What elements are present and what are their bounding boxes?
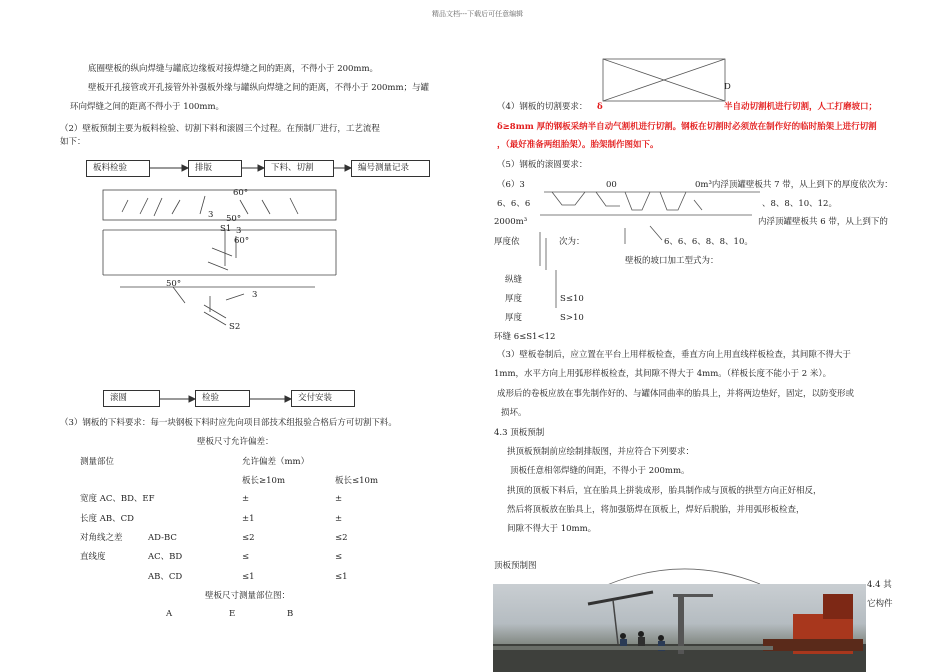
label-thickness-2: 厚度 [505, 313, 523, 323]
paragraph-roof-5: 间隙不得大于 10mm。 [507, 524, 597, 534]
paragraph-thickness-g: 内浮顶罐壁板共 6 带，从上到下的 [758, 217, 888, 227]
figure-label-a: A [166, 609, 173, 619]
paragraph-roof-4: 然后将顶板放在胎具上，将加强筋焊在顶板上，焊好后脱胎，并用弧形板检查， [507, 505, 805, 515]
paragraph-roof-3: 拱顶的顶板下料后，宜在胎具上拼装成形，胎具制作成与顶板的拱型方向正好相反， [507, 486, 822, 496]
table-row-diagonal-label: 对角线之差 [80, 533, 123, 543]
paragraph-cut-req-prefix: （4）钢板的切割要求： [497, 102, 588, 112]
paragraph-thickness-d: 6、6、6 [497, 199, 531, 209]
table-row-length-label: 长度 AB、CD [80, 514, 134, 524]
paragraph-rolling-req: （5）钢板的滚圆要求： [497, 160, 588, 170]
diagram-angle-50-mid: 50° [226, 214, 242, 224]
flow-box-plate-inspection: 板料检验 [86, 160, 150, 177]
table-row-width-v2: ± [335, 494, 343, 504]
paragraph-cut-req-red3: ，（最好准备两组胎架）。胎架制作图如下。 [497, 140, 659, 150]
paragraph-roof-1: 拱顶板预制前应绘制排版图，并应符合下列要求： [507, 447, 695, 457]
table-row-straight2-sub: AB、CD [148, 572, 183, 582]
flow-box-cutting: 下料、切割 [264, 160, 334, 177]
paragraph-bevel-type: 壁板的坡口加工型式为： [625, 256, 719, 266]
label-thickness-2-value: S>10 [560, 313, 584, 323]
table-row-straight2-v1: ≤1 [242, 572, 255, 582]
diagram-dim-3-top: 3 [208, 210, 214, 220]
page-header: 精品文档---下载后可任意编辑 [432, 10, 524, 18]
table-row-width-v1: ± [242, 494, 250, 504]
label-thickness-1-value: S≤10 [560, 294, 584, 304]
paragraph-thickness-e: 、8、8、10、12。 [762, 199, 837, 209]
table-subheader-short: 板长≤10m [335, 476, 378, 486]
paragraph-nozzle-line2: 环向焊缝之间的距离不得小于 100mm。 [70, 102, 225, 112]
figure-label-e: E [229, 609, 236, 619]
figure-label-b: B [287, 609, 294, 619]
jig-label-d: D [724, 82, 731, 92]
flow-box-inspection: 检验 [195, 390, 250, 407]
table-row-diagonal-v1: ≤2 [242, 533, 255, 543]
label-ring-seam: 环缝 6≤S1<12 [494, 332, 556, 342]
table-row-straight-sub: AC、BD [148, 552, 183, 562]
table-header-tolerance: 允许偏差（mm） [242, 457, 310, 467]
section-heading-4-3: 4.3 顶板预制 [494, 428, 545, 438]
paragraph-rolled-check-3: 成形后的卷板应放在事先制作好的、与罐体同曲率的胎具上，并将两边垫好，固定，以防变形或 [497, 389, 855, 399]
diagram-label-s2: S2 [229, 322, 241, 332]
table-row-diagonal-sub: AD-BC [148, 533, 177, 543]
paragraph-thickness-i: 次为： [559, 237, 585, 247]
section-heading-4-4-b: 它构件 [867, 599, 893, 609]
paragraph-prefab-line1: （2）壁板预制主要为板料检验、切割下料和滚圆三个过程。在预制厂进行，工艺流程 [60, 124, 380, 134]
paragraph-rolled-check-2: 1mm，水平方向上用弧形样板检查，其间隙不得大于 4mm。（样板长度不能小于 2 米）。 [494, 369, 832, 379]
figure-title-roof: 顶板预制图 [494, 561, 537, 571]
paragraph-roof-2: 顶板任意相邻焊缝的间距，不得小于 200mm。 [510, 466, 690, 476]
flow-box-rolling: 滚圆 [103, 390, 160, 407]
paragraph-bottom-seam: 底圈壁板的纵向焊缝与罐底边缘板对接焊缝之间的距离，不得小于 200mm。 [88, 64, 379, 74]
table-row-straight-v1: ≤ [242, 552, 250, 562]
construction-photo [493, 584, 866, 672]
table-row-straight2-v2: ≤1 [335, 572, 348, 582]
table-row-width-label: 宽度 AC、BD、EF [80, 494, 155, 504]
flow-box-layout: 排版 [188, 160, 242, 177]
table-header-position: 测量部位 [80, 457, 115, 467]
diagram-angle-60-mid: 60° [234, 236, 250, 246]
paragraph-prefab-line2: 如下： [60, 137, 86, 147]
paragraph-cutting-rule: （3）钢板的下料要求：每一块钢板下料时应先向项目部技术组报验合格后方可切割下料。 [60, 418, 397, 428]
figure-title-measure: 壁板尺寸测量部位图： [205, 591, 291, 601]
label-thickness-1: 厚度 [505, 294, 523, 304]
flow-box-numbering: 编号测量记录 [351, 160, 430, 177]
table-row-straight-v2: ≤ [335, 552, 343, 562]
section-heading-4-4-a: 4.4 其 [867, 580, 892, 590]
paragraph-thickness-c: 0m³内浮顶罐壁板共 7 带，从上到下的厚度依次为： [695, 180, 893, 190]
paragraph-cut-req-delta: δ [597, 102, 603, 112]
diagram-angle-60-top: 60° [233, 188, 249, 198]
paragraph-rolled-check-1: （3）壁板卷制后，应立置在平台上用样板检查，垂直方向上用直线样板检查，其间隙不得大于 [497, 350, 851, 360]
diagram-dim-3-mid: 3 [236, 226, 242, 236]
paragraph-nozzle-line1: 壁板开孔接管或开孔接管外补强板外缘与罐纵向焊缝之间的距离，不得小于 200mm；与罐 [88, 83, 430, 93]
paragraph-thickness-b: 00 [606, 180, 617, 190]
table-row-length-v1: ±1 [242, 514, 255, 524]
table-title: 壁板尺寸允许偏差： [197, 437, 274, 447]
table-row-diagonal-v2: ≤2 [335, 533, 348, 543]
table-subheader-long: 板长≥10m [242, 476, 285, 486]
label-longitudinal-seam: 纵缝 [505, 275, 523, 285]
diagram-dim-3-bottom: 3 [252, 290, 258, 300]
paragraph-thickness-j: 6、6、6、8、8、10。 [664, 237, 753, 247]
table-row-straight-label: 直线度 [80, 552, 106, 562]
table-row-length-v2: ± [335, 514, 343, 524]
flow-box-delivery: 交付安装 [291, 390, 355, 407]
diagram-label-s1: S1 [220, 224, 232, 234]
paragraph-thickness-h: 厚度依 [494, 237, 520, 247]
paragraph-cut-req-red2: δ≥8mm 厚的钢板采纳半自动气割机进行切割。钢板在切割时必须放在制作好的临时胎架上进行切割 [497, 122, 877, 132]
paragraph-thickness-a: （6）3 [497, 180, 525, 190]
paragraph-rolled-check-4: 损坏。 [501, 408, 527, 418]
paragraph-thickness-f: 2000m³ [494, 217, 528, 227]
diagram-angle-50-bottom: 50° [166, 279, 182, 289]
paragraph-cut-req-red1: 半自动切割机进行切割，人工打磨坡口； [724, 102, 878, 112]
